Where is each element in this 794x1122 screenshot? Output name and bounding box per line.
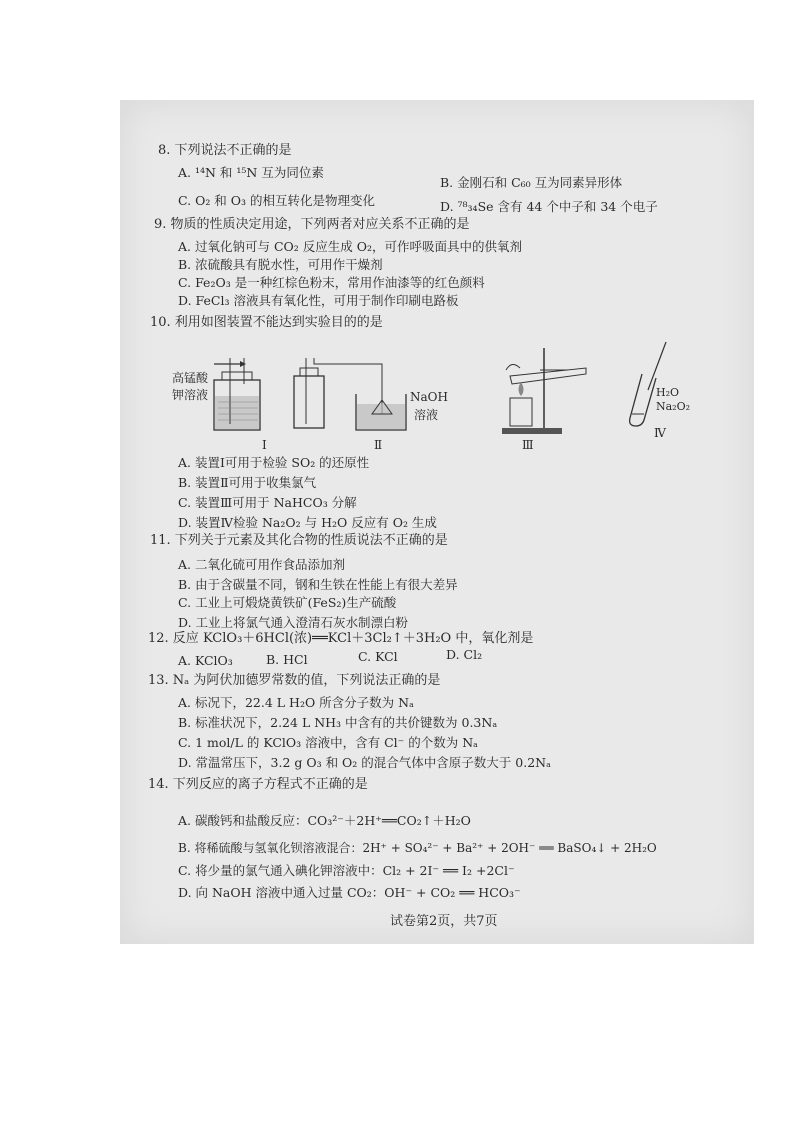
fig3-roman: Ⅲ [522, 438, 534, 452]
q14-stem: 14. 下列反应的离子方程式不正确的是 [148, 777, 368, 792]
q10-stem: 10. 利用如图装置不能达到实验目的的是 [150, 315, 383, 330]
q8-option-c: C. O₂ 和 O₃ 的相互转化是物理变化 [178, 193, 376, 208]
q10-option-d: D. 装置Ⅳ检验 Na₂O₂ 与 H₂O 反应有 O₂ 生成 [178, 515, 437, 530]
q9-option-c: C. Fe₂O₃ 是一种红棕色粉末，常用作油漆等的红色颜料 [178, 275, 485, 290]
q9-stem: 9. 物质的性质决定用途，下列两者对应关系不正确的是 [154, 217, 470, 232]
page-footer: 试卷第2页，共7页 [390, 914, 498, 929]
q14-option-b: B. 将稀硫酸与氢氧化钡溶液混合：2H⁺ + SO₄²⁻ + Ba²⁺ + 2OH⁻ ══ BaSO₄↓ + 2H₂O [178, 841, 657, 855]
q8-option-d: D. ⁷⁸₃₄Se 含有 44 个中子和 34 个电子 [440, 199, 658, 214]
gas-collection-bottle-icon [286, 354, 416, 434]
heating-test-tube-icon [496, 340, 596, 436]
q12-option-d: D. Cl₂ [446, 647, 483, 662]
q10-option-b: B. 装置Ⅱ可用于收集氯气 [178, 475, 317, 490]
q14-option-a: A. 碳酸钙和盐酸反应：CO₃²⁻＋2H⁺══CO₂↑＋H₂O [178, 813, 471, 828]
q8-option-b: B. 金刚石和 C₆₀ 互为同素异形体 [440, 175, 623, 190]
q14-option-d: D. 向 NaOH 溶液中通入过量 CO₂：OH⁻ + CO₂ ══ HCO₃⁻ [178, 885, 521, 900]
q9-option-d: D. FeCl₃ 溶液具有氧化性，可用于制作印刷电路板 [178, 293, 459, 308]
q13-option-b: B. 标准状况下，2.24 L NH₃ 中含有的共价键数为 0.3Nₐ [178, 715, 498, 730]
q13-option-a: A. 标况下，22.4 L H₂O 所含分子数为 Nₐ [178, 695, 414, 710]
q10-option-a: A. 装置Ⅰ可用于检验 SO₂ 的还原性 [178, 455, 370, 470]
q13-option-c: C. 1 mol/L 的 KClO₃ 溶液中，含有 Cl⁻ 的个数为 Nₐ [178, 735, 478, 750]
q8-stem: 8. 下列说法不正确的是 [158, 143, 292, 158]
q12-option-b: B. HCl [266, 652, 308, 667]
q12-option-c: C. KCl [358, 649, 398, 664]
q13-stem: 13. Nₐ 为阿伏加德罗常数的值，下列说法正确的是 [148, 673, 441, 688]
q11-option-b: B. 由于含碳量不同，钢和生铁在性能上有很大差异 [178, 577, 458, 592]
q9-option-b: B. 浓硫酸具有脱水性，可用作干燥剂 [178, 257, 383, 272]
q10-option-c: C. 装置Ⅲ可用于 NaHCO₃ 分解 [178, 495, 357, 510]
q12-option-a: A. KClO₃ [178, 653, 233, 668]
fig4-roman: Ⅳ [654, 426, 666, 440]
exam-page [120, 100, 754, 944]
q11-stem: 11. 下列关于元素及其化合物的性质说法不正确的是 [150, 533, 448, 548]
fig2-roman: Ⅱ [374, 438, 383, 452]
fig4-label-water: H₂O [656, 386, 680, 399]
gas-washing-bottle-icon [206, 354, 266, 434]
fig1-roman: Ⅰ [262, 438, 267, 452]
q11-option-c: C. 工业上可煅烧黄铁矿(FeS₂)生产硫酸 [178, 595, 397, 610]
q13-option-d: D. 常温常压下，3.2 g O₃ 和 O₂ 的混合气体中含原子数大于 0.2Nₐ [178, 755, 551, 770]
q8-option-a: A. ¹⁴N 和 ¹⁵N 互为同位素 [178, 165, 324, 180]
apparatus-figure [166, 340, 726, 455]
q14-option-c: C. 将少量的氯气通入碘化钾溶液中：Cl₂ + 2I⁻ ══ I₂ +2Cl⁻ [178, 863, 515, 878]
q11-option-d: D. 工业上将氯气通入澄清石灰水制漂白粉 [178, 615, 409, 630]
fig1-label: 高锰酸钾溶液 [172, 371, 209, 402]
fig2-label-naoh: NaOH [410, 390, 448, 404]
test-tube-icon [626, 340, 676, 430]
q12-stem: 12. 反应 KClO₃＋6HCl(浓)══KCl＋3Cl₂↑＋3H₂O 中，氧化剂是 [148, 631, 534, 646]
q9-option-a: A. 过氧化钠可与 CO₂ 反应生成 O₂，可作呼吸面具中的供氧剂 [178, 239, 522, 254]
fig2-label-solution: 溶液 [414, 408, 439, 422]
fig4-label-sodium-peroxide: Na₂O₂ [656, 400, 691, 413]
q11-option-a: A. 二氧化硫可用作食品添加剂 [178, 557, 345, 572]
